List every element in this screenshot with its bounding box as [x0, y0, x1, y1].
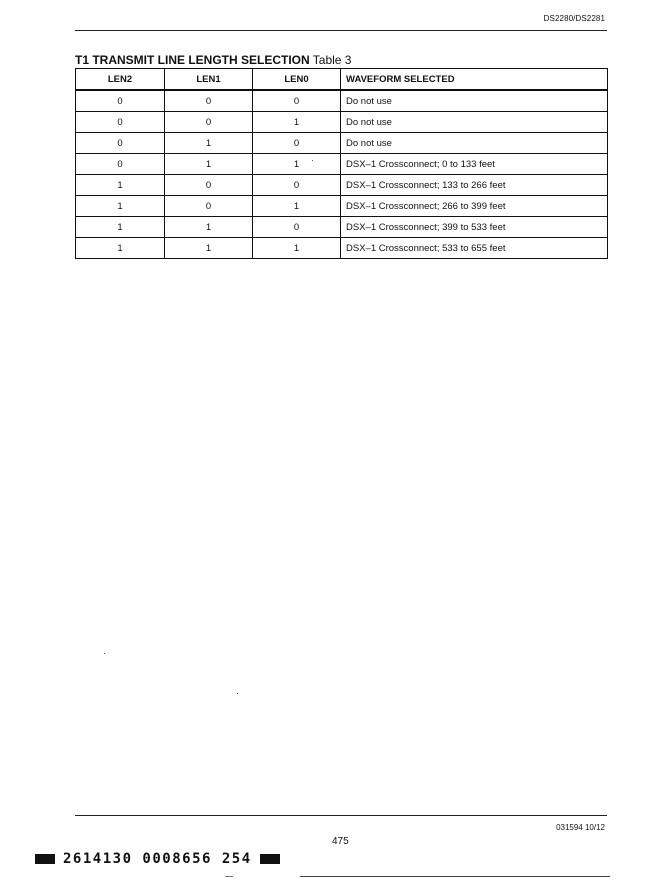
- cell-len1: 0: [165, 196, 253, 217]
- cell-len1: 0: [165, 175, 253, 196]
- cell-len0: 0: [253, 175, 341, 196]
- barcode-block-right: [260, 854, 280, 864]
- cell-len0: 0: [253, 90, 341, 112]
- cell-waveform: Do not use: [341, 133, 608, 154]
- footer-rule: [75, 815, 607, 816]
- cell-len0: 1: [253, 196, 341, 217]
- header-len1: LEN1: [165, 69, 253, 91]
- cell-len1: 1: [165, 154, 253, 175]
- document-id: DS2280/DS2281: [543, 14, 605, 23]
- cell-len0: 0: [253, 217, 341, 238]
- cell-len1: 0: [165, 90, 253, 112]
- cell-len1: 1: [165, 217, 253, 238]
- cell-len0: 0: [253, 133, 341, 154]
- page-number: 475: [332, 836, 349, 847]
- cell-len1: 0: [165, 112, 253, 133]
- table-title: [75, 53, 351, 67]
- table-row: [76, 217, 608, 238]
- cell-len0: 1: [253, 238, 341, 259]
- footer-dash: [225, 876, 233, 877]
- cell-len2: 1: [76, 175, 165, 196]
- scan-speck: [237, 693, 238, 694]
- cell-len2: 0: [76, 90, 165, 112]
- cell-len1: 1: [165, 133, 253, 154]
- cell-waveform: DSX–1 Crossconnect; 533 to 655 feet: [341, 238, 608, 259]
- scan-speck: [104, 653, 105, 654]
- line-length-table: [75, 68, 608, 259]
- table-row: [76, 238, 608, 259]
- table-row: [76, 90, 608, 112]
- cell-waveform: DSX–1 Crossconnect; 0 to 133 feet: [341, 154, 608, 175]
- barcode-strip: [35, 851, 280, 867]
- table-row: [76, 175, 608, 196]
- barcode-block-left: [35, 854, 55, 864]
- table-row: [76, 112, 608, 133]
- scan-speck: [312, 160, 313, 161]
- barcode-text: 2614130 0008656 254: [63, 851, 252, 867]
- header-rule: [75, 30, 607, 31]
- table-title-number: Table 3: [309, 53, 352, 67]
- cell-len1: 1: [165, 238, 253, 259]
- cell-len2: 1: [76, 196, 165, 217]
- header-len0: LEN0: [253, 69, 341, 91]
- header-waveform: WAVEFORM SELECTED: [341, 69, 608, 91]
- footer-bottom-rule: [300, 876, 610, 877]
- cell-waveform: DSX–1 Crossconnect; 266 to 399 feet: [341, 196, 608, 217]
- cell-len2: 0: [76, 112, 165, 133]
- table-row: [76, 196, 608, 217]
- cell-waveform: DSX–1 Crossconnect; 399 to 533 feet: [341, 217, 608, 238]
- cell-len2: 1: [76, 217, 165, 238]
- cell-waveform: DSX–1 Crossconnect; 133 to 266 feet: [341, 175, 608, 196]
- cell-len2: 0: [76, 154, 165, 175]
- table-header-row: [76, 69, 608, 91]
- cell-waveform: Do not use: [341, 112, 608, 133]
- cell-len2: 0: [76, 133, 165, 154]
- cell-len0: 1: [253, 154, 341, 175]
- cell-len0: 1: [253, 112, 341, 133]
- cell-len2: 1: [76, 238, 165, 259]
- table-row: [76, 133, 608, 154]
- table-row: [76, 154, 608, 175]
- cell-waveform: Do not use: [341, 90, 608, 112]
- header-len2: LEN2: [76, 69, 165, 91]
- table-title-bold: T1 TRANSMIT LINE LENGTH SELECTION: [75, 53, 310, 67]
- print-code: 031594 10/12: [556, 823, 605, 832]
